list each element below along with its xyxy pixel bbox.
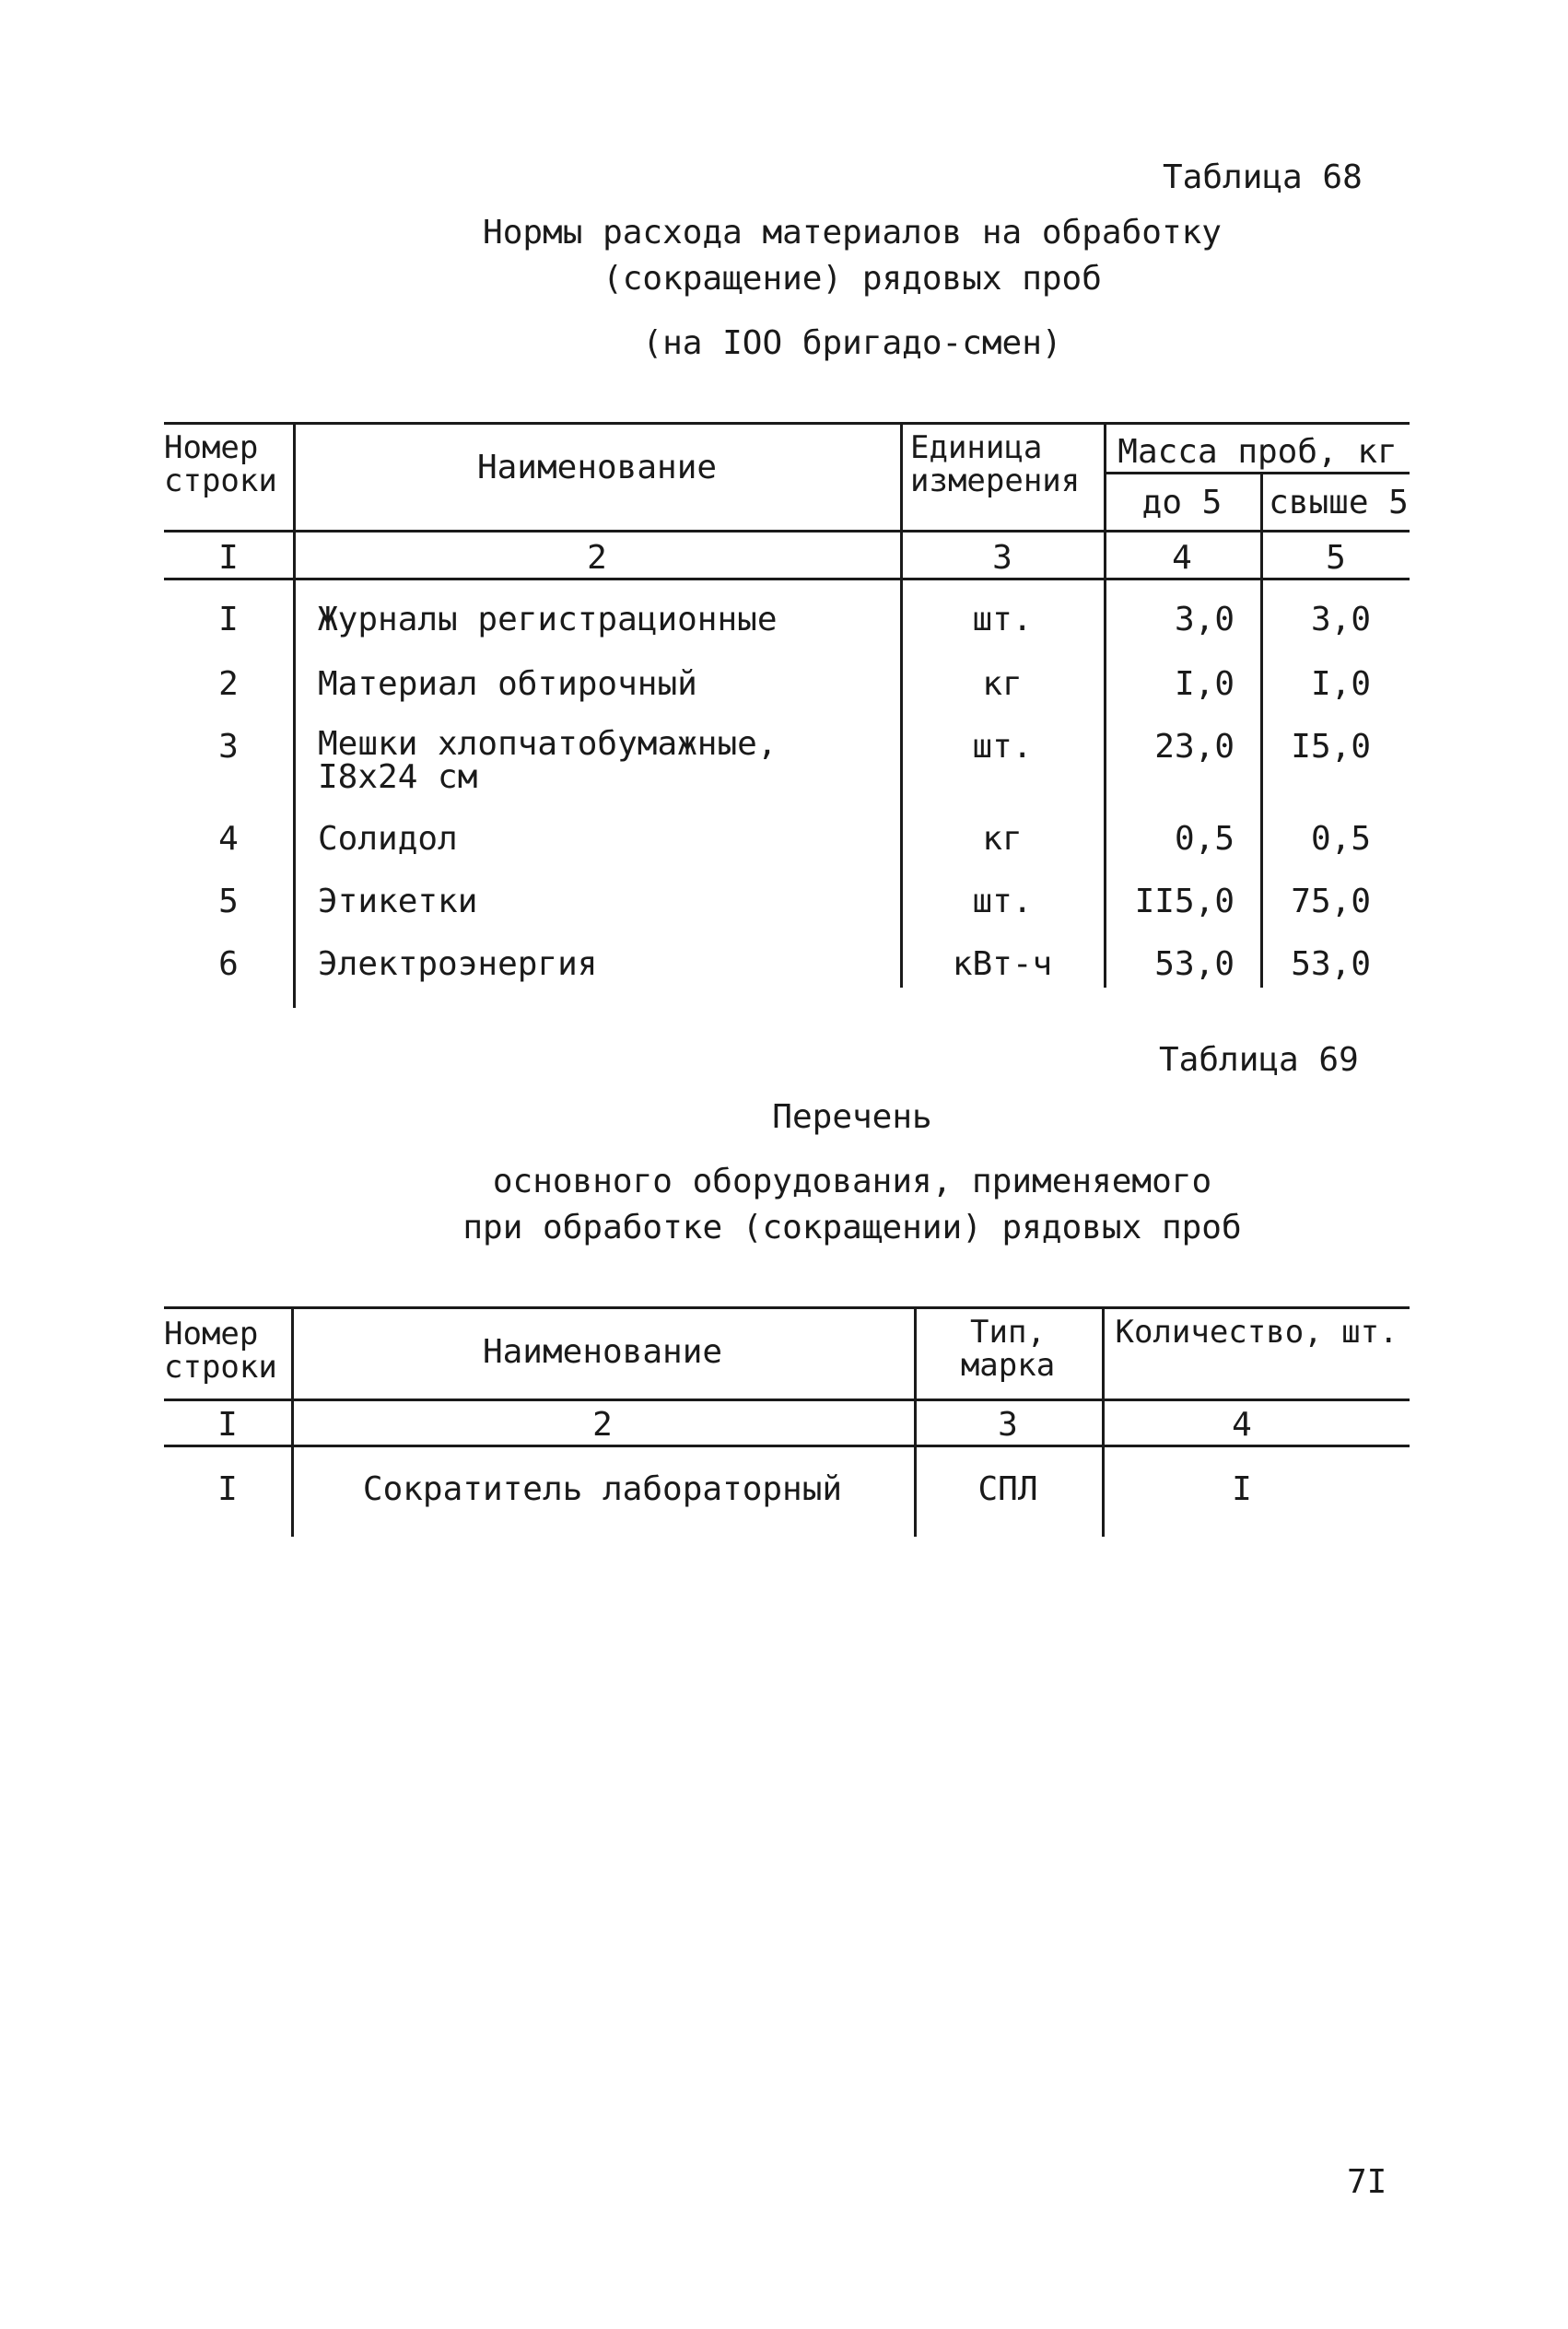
row-value-gt5: 0,5	[1310, 820, 1371, 858]
col-number: I	[218, 539, 239, 577]
col-number: 2	[592, 1406, 613, 1444]
header-mass-le5: до 5	[1141, 484, 1223, 521]
row-name: Солидол	[318, 820, 458, 858]
row-value-gt5: I,0	[1310, 665, 1371, 703]
row-value-le5: 23,0	[1154, 728, 1235, 766]
row-unit: кВт-ч	[952, 945, 1053, 983]
row-value-le5: 0,5	[1174, 820, 1235, 858]
row-name: Материал обтирочный	[318, 665, 697, 703]
row-unit: кг	[982, 820, 1023, 858]
page-number: 7I	[1347, 2163, 1387, 2201]
row-unit: шт.	[972, 601, 1033, 638]
row-value-le5: II5,0	[1134, 883, 1235, 920]
row-value-gt5: 53,0	[1291, 945, 1371, 983]
header-name: Наименование	[482, 1333, 723, 1371]
table-69-title-line3: при обработке (сокращении) рядовых проб	[462, 1209, 1242, 1246]
row-unit: кг	[982, 665, 1023, 703]
row-name: Этикетки	[318, 883, 478, 920]
row-value-gt5: I5,0	[1291, 728, 1371, 766]
row-value-le5: I,0	[1174, 665, 1235, 703]
col-number: 4	[1172, 539, 1192, 577]
header-type: Тип, марка	[960, 1314, 1056, 1384]
header-unit: Единица измерения	[910, 429, 1081, 499]
table-68-subtitle: (на IOO бригадо-смен)	[642, 324, 1062, 362]
row-name: Электроэнергия	[318, 945, 598, 983]
header-qty: Количество, шт.	[1115, 1314, 1398, 1351]
row-value-gt5: 3,0	[1310, 601, 1371, 638]
col-number: 3	[992, 539, 1012, 577]
table-68-title-line2: (сокращение) рядовых проб	[603, 260, 1102, 298]
row-number: 4	[218, 820, 239, 858]
row-number: I	[217, 1470, 238, 1508]
table-69-title-line2: основного оборудования, применяемого	[492, 1163, 1212, 1200]
header-mass-gt5: свыше 5	[1269, 484, 1409, 521]
row-number: I	[218, 601, 239, 638]
header-row-number: Номер строки	[164, 429, 277, 499]
col-number: 5	[1326, 539, 1346, 577]
header-name: Наименование	[476, 449, 718, 486]
table-69-label: Таблица 69	[1159, 1041, 1359, 1079]
row-type: СПЛ	[977, 1470, 1038, 1508]
table-68-label: Таблица 68	[1163, 158, 1363, 196]
row-qty: I	[1232, 1470, 1252, 1508]
header-mass: Масса проб, кг	[1117, 433, 1398, 471]
table-69-title-line1: Перечень	[772, 1098, 932, 1136]
row-number: 2	[218, 665, 239, 703]
row-unit: шт.	[972, 728, 1033, 766]
col-number: 2	[587, 539, 607, 577]
row-number: 3	[218, 728, 239, 766]
table-68-title-line1: Нормы расхода материалов на обработку	[483, 214, 1222, 252]
row-name: Мешки хлопчатобумажные, I8x24 см	[318, 725, 778, 796]
row-value-le5: 3,0	[1174, 601, 1235, 638]
row-name: Сократитель лабораторный	[362, 1470, 843, 1508]
row-value-le5: 53,0	[1154, 945, 1235, 983]
row-number: 6	[218, 945, 239, 983]
col-number: 4	[1232, 1406, 1252, 1444]
col-number: 3	[998, 1406, 1018, 1444]
row-number: 5	[218, 883, 239, 920]
row-value-gt5: 75,0	[1291, 883, 1371, 920]
header-row-number: Номер строки	[164, 1316, 277, 1386]
col-number: I	[217, 1406, 238, 1444]
row-name: Журналы регистрационные	[318, 601, 778, 638]
row-unit: шт.	[972, 883, 1033, 920]
